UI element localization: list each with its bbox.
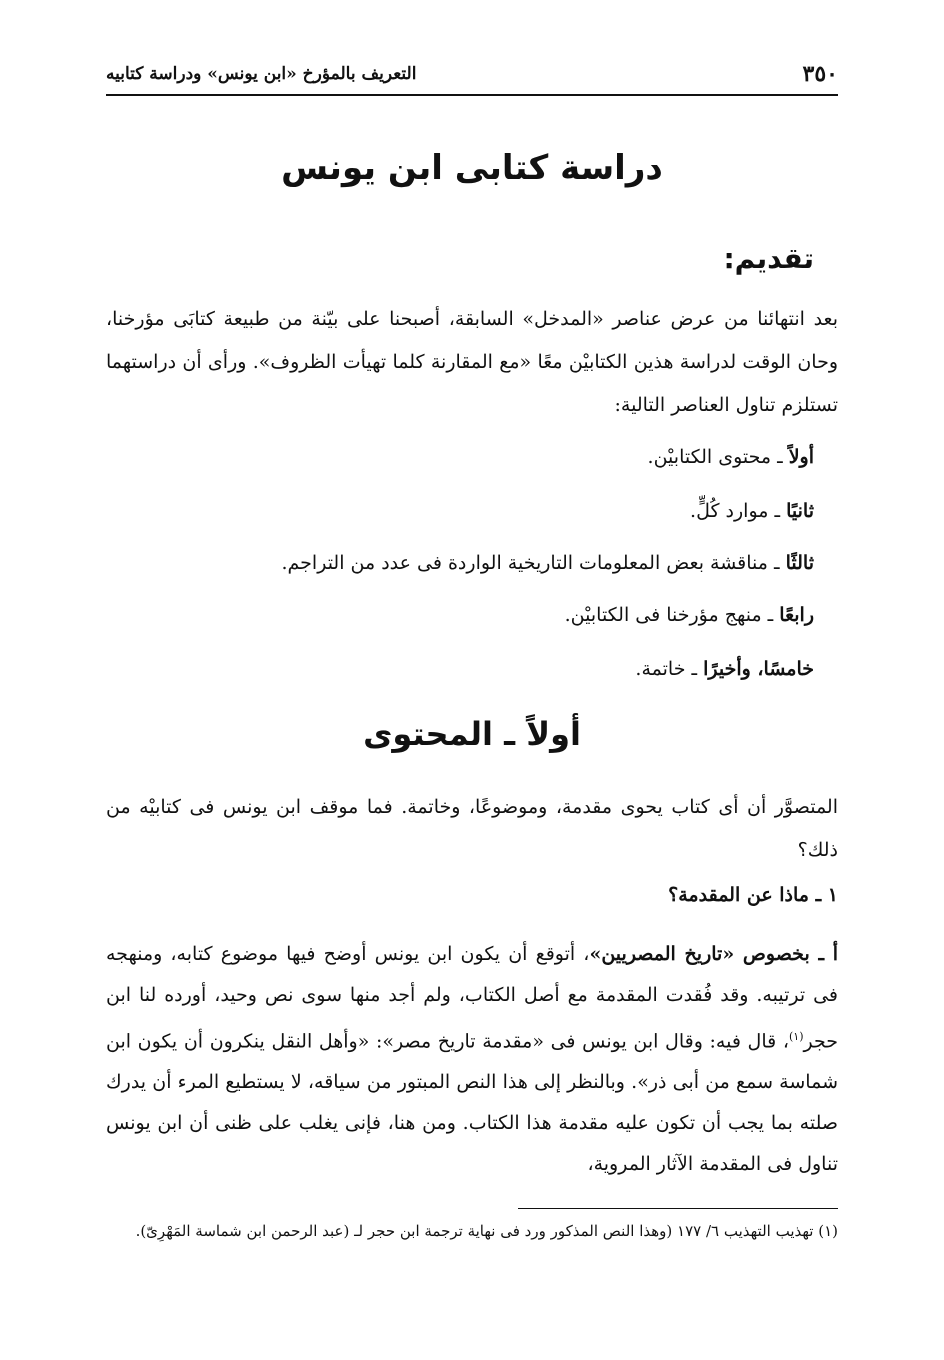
list-item (648, 446, 814, 468)
section-paragraph: المتصوَّر أن أى كتاب يحوى مقدمة، وموضوعًا، وخاتمة. فما موقف ابن يونس فى كتابيْه من ذلك؟ (106, 796, 838, 861)
list-item-text: ـ منهج مؤرخنا فى الكتابيْن. (564, 604, 780, 626)
list-item-text: ـ موارد كُلٍّ. (690, 500, 787, 522)
footnote-divider (518, 1208, 838, 1209)
sub-heading: ١ ـ ماذا عن المقدمة؟ (668, 884, 838, 906)
list-item (635, 658, 814, 680)
body-text-part1: ، أتوقع أن يكون ابن يونس أوضح فيها موضوع كتابه، ومنهجه فى ترتيبه. وقد فُقدت المقدمة مع أصل الكتاب، ولم أجد منها سوى نص وحيد، أورده لنا ابن حجر (106, 943, 838, 1053)
page-header (106, 54, 838, 96)
list-item (282, 552, 815, 574)
list-item-text: ـ محتوى الكتابيْن. (647, 446, 789, 468)
list-item-label: خامسًا، وأخيرًا (703, 658, 814, 680)
list-item (565, 604, 814, 626)
footnote-ref[interactable]: (١) (788, 1030, 804, 1043)
list-item-text: ـ خاتمة. (635, 658, 704, 680)
footnote: (١) تهذيب التهذيب ٦/ ١٧٧ (وهذا النص المذكور ورد فى نهاية ترجمة ابن حجر لـ (عبد الرحمن ابن شماسة المَهْرِىّ). (135, 1222, 838, 1240)
list-item-label: رابعًا (779, 604, 814, 626)
page-number: ٣٥٠ (802, 61, 838, 87)
list-item-text: ـ مناقشة بعض المعلومات التاريخية الواردة فى عدد من التراجم. (281, 552, 786, 574)
body-paragraph (106, 934, 838, 1185)
list-item-label: أولاً (788, 446, 814, 468)
list-item (690, 500, 814, 522)
main-title: دراسة كتابى ابن يونس (281, 148, 663, 188)
list-item-label: ثانيًا (786, 500, 814, 522)
section-title: أولاً ـ المحتوى (363, 715, 581, 753)
body-text-part2: ، قال فيه: وقال ابن يونس فى «مقدمة تاريخ مصر»: «وأهل النقل ينكرون أن يكون ابن شماسة سمع من أبى ذر». وبالنظر إلى هذا النص المبتور من سياقه، لا يستطيع المرء أن يدرك صلته بما يجب أن تكون عليه مقدمة هذا الكتاب. ومن هنا، فإنى يغلب على ظنى أن ابن يونس تناول فى المقدمة الآثار المروية، (106, 1030, 838, 1176)
intro-paragraph: بعد انتهائنا من عرض عناصر «المدخل» السابقة، أصبحنا على بيّنة من طبيعة كتابَى مؤرخنا، وحان الوقت لدراسة هذين الكتابيْن معًا «مع المقارنة كلما تهيأت الظروف». ورأى أن دراستهما تستلزم تناول العناصر التالية: (106, 308, 838, 416)
intro-heading: تقديم: (723, 242, 814, 275)
running-head: التعريف بالمؤرخ «ابن يونس» ودراسة كتابيه (106, 64, 417, 84)
list-item-label: ثالثًا (785, 552, 814, 574)
lead-label: أ ـ بخصوص «تاريخ المصريين» (589, 943, 839, 965)
